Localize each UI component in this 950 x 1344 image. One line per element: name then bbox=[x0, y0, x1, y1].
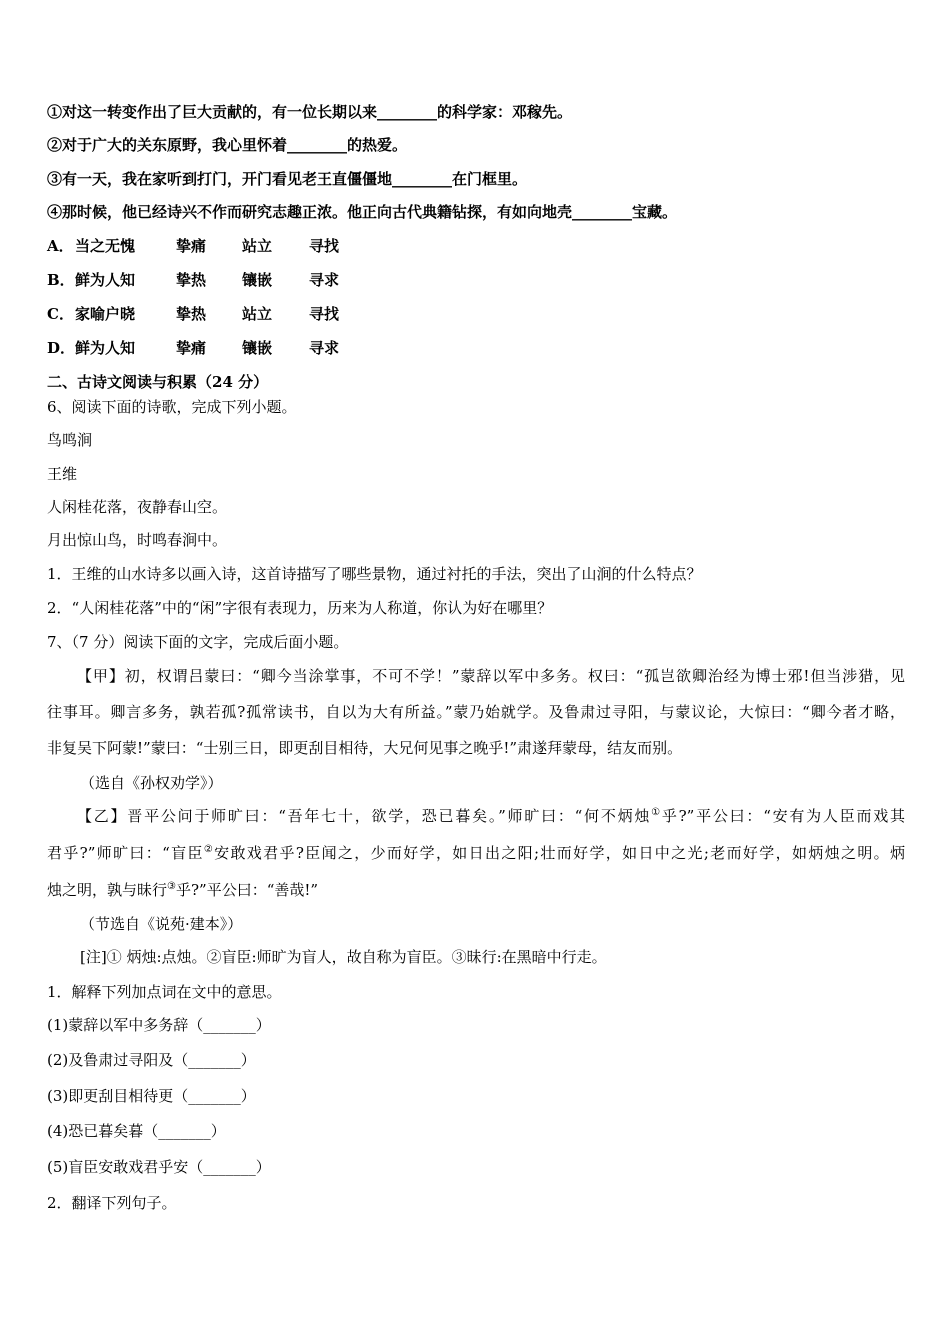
option-b: B．鲜为人知 挚热 镶嵌 寻求 bbox=[47, 271, 340, 289]
poem-line-2: 月出惊山鸟，时鸣春涧中。 bbox=[47, 531, 228, 549]
vocab-item-2: (2)及鲁肃过寻阳及（_______） bbox=[47, 1051, 256, 1069]
option-c: C．家喻户晓 挚热 站立 寻找 bbox=[47, 305, 340, 323]
vocab-item-5: (5)盲臣安敢戏君乎安（_______） bbox=[47, 1158, 271, 1176]
q7-sub2: 2．翻译下列句子。 bbox=[47, 1194, 177, 1212]
jia-line-1: 【甲】初，权谓吕蒙曰：“卿今当涂掌事，不可不学！”蒙辞以军中多务。权曰：“孤岂欲卿治经为博士邪!但当涉猎，见 bbox=[77, 667, 905, 685]
fill-item-1: ①对这一转变作出了巨大贡献的，有一位长期以来________的科学家：邓稼先。 bbox=[47, 103, 573, 121]
annotation-note: [注]① 炳烛:点烛。②盲臣:师旷为盲人，故自称为盲臣。③昧行:在黑暗中行走。 bbox=[80, 948, 607, 966]
vocab-item-3: (3)即更刮目相待更（_______） bbox=[47, 1087, 256, 1105]
yi-line-2: 君乎?”师旷曰：“盲臣②安敢戏君乎?臣闻之，少而好学，如日出之阳;壮而好学，如日中之光;老而好学，如炳烛之明。炳 bbox=[47, 844, 905, 862]
option-d: D．鲜为人知 挚痛 镶嵌 寻求 bbox=[47, 339, 340, 357]
q7-sub1: 1．解释下列加点词在文中的意思。 bbox=[47, 983, 282, 1001]
q6-sub2: 2．“人闲桂花落”中的“闲”字很有表现力，历来为人称道，你认为好在哪里？ bbox=[47, 599, 553, 617]
poem-author: 王维 bbox=[47, 465, 78, 483]
yi-source: （节选自《说苑·建本》） bbox=[80, 915, 243, 933]
q6-prompt: 6、阅读下面的诗歌，完成下列小题。 bbox=[47, 398, 297, 416]
yi-line-3: 烛之明，孰与昧行③乎?”平公曰：“善哉!” bbox=[47, 881, 319, 899]
poem-line-1: 人闲桂花落，夜静春山空。 bbox=[47, 498, 228, 516]
yi-line-1: 【乙】晋平公问于师旷曰：“吾年七十，欲学，恐已暮矣。”师旷曰：“何不炳烛①乎?”平公曰：“安有为人臣而戏其 bbox=[77, 807, 905, 825]
jia-line-2: 往事耳。卿言多务，孰若孤?孤常读书，自以为大有所益。”蒙乃始就学。及鲁肃过寻阳，与蒙议论，大惊曰：“卿今者才略， bbox=[47, 703, 905, 721]
option-a: A．当之无愧 挚痛 站立 寻找 bbox=[47, 237, 340, 255]
vocab-item-1: (1)蒙辞以军中多务辞（_______） bbox=[47, 1016, 271, 1034]
jia-source: （选自《孙权劝学》） bbox=[80, 774, 223, 792]
poem-title: 鸟鸣涧 bbox=[47, 431, 93, 449]
jia-line-3: 非复吴下阿蒙!”蒙曰：“士别三日，即更刮目相待，大兄何见事之晚乎!”肃遂拜蒙母，结友而别。 bbox=[47, 739, 683, 757]
fill-item-2: ②对于广大的关东原野，我心里怀着________的热爱。 bbox=[47, 136, 408, 154]
section-title: 二、古诗文阅读与积累（24 分） bbox=[47, 373, 269, 391]
vocab-item-4: (4)恐已暮矣暮（_______） bbox=[47, 1122, 226, 1140]
fill-item-4: ④那时候，他已经诗兴不作而研究志趣正浓。他正向古代典籍钻探，有如向地壳________宝藏。 bbox=[47, 203, 678, 221]
q7-prompt: 7、（7 分）阅读下面的文字，完成后面小题。 bbox=[47, 633, 349, 651]
fill-item-3: ③有一天，我在家听到打门，开门看见老王直僵僵地________在门框里。 bbox=[47, 170, 528, 188]
q6-sub1: 1．王维的山水诗多以画入诗，这首诗描写了哪些景物，通过衬托的手法，突出了山涧的什么特点？ bbox=[47, 565, 702, 583]
